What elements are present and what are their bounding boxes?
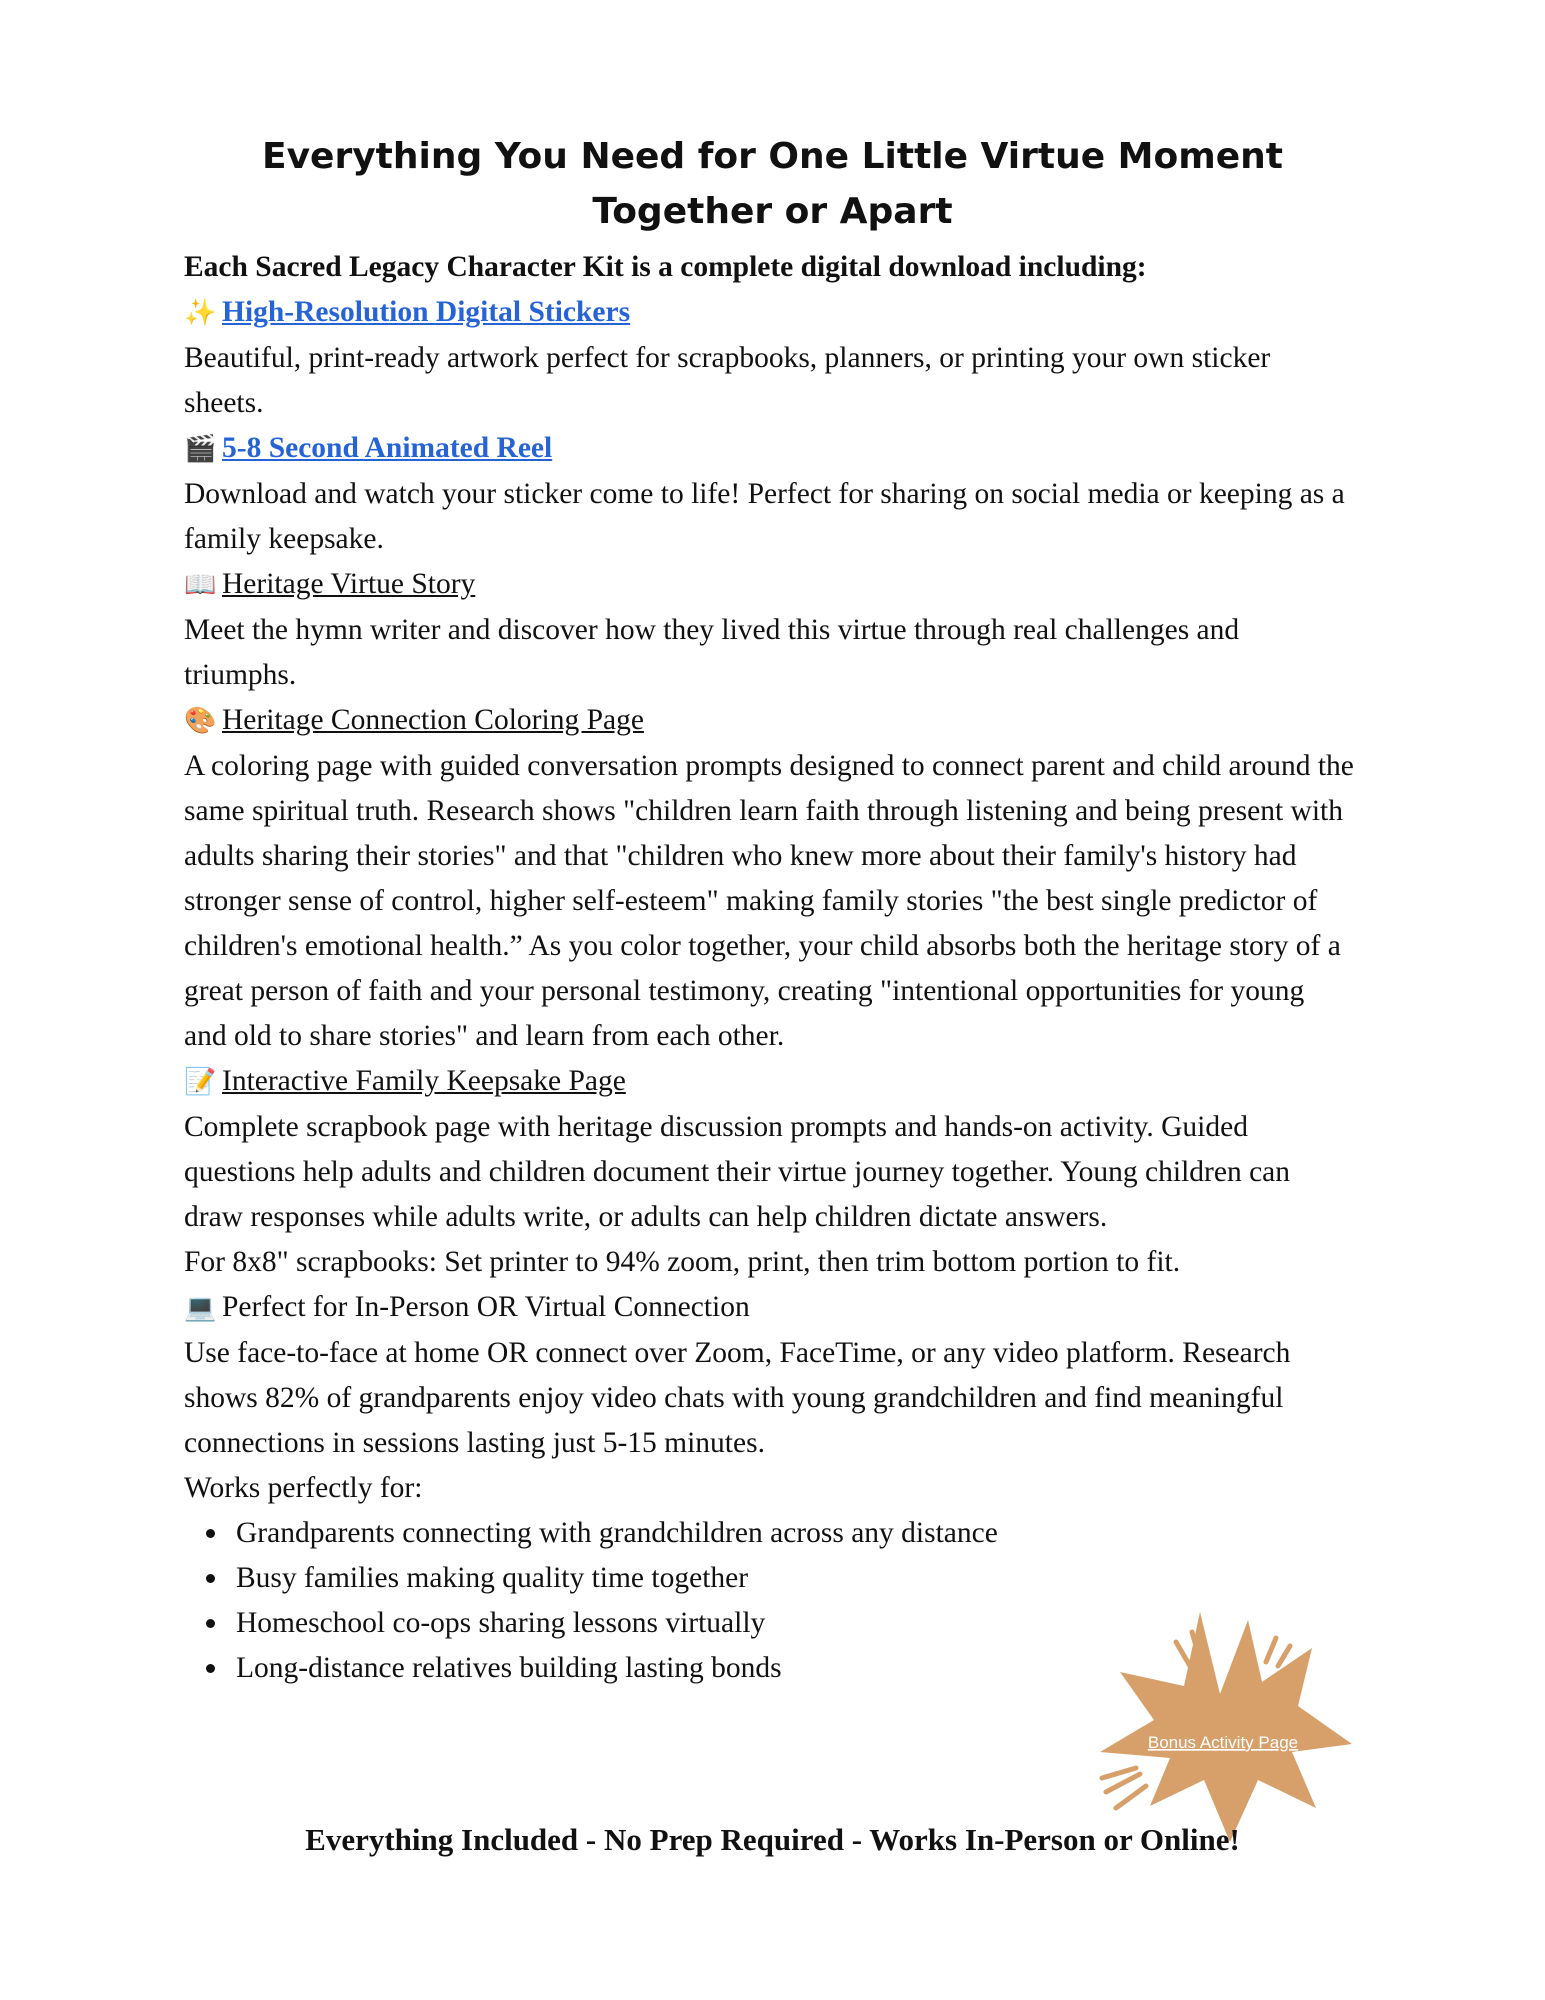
bonus-activity-badge[interactable] xyxy=(1080,1602,1360,1842)
list-item: Long-distance relatives building lasting bonds xyxy=(236,1646,1354,1691)
heading-heritage-virtue-story: Heritage Virtue Story xyxy=(222,568,476,600)
list-item: Busy families making quality time together xyxy=(236,1556,1354,1601)
page-title-line-2: Together or Apart xyxy=(592,191,953,232)
footer-tagline: Everything Included - No Prep Required - Works In-Person or Online! xyxy=(305,1822,1240,1857)
section-heading-connection xyxy=(184,1285,1354,1331)
open-book-icon: 📖 xyxy=(184,570,217,600)
heading-keepsake-page: Interactive Family Keepsake Page xyxy=(222,1065,626,1097)
section-body-connection: Use face-to-face at home OR connect over Zoom, FaceTime, or any video platform. Research shows 82% of grandparents enjoy video chats with young grandchildren and find meaningful connections in sessions lasting just 5-15 minutes. xyxy=(184,1337,1291,1459)
clapper-board-icon: 🎬 xyxy=(184,434,217,464)
starburst-shape xyxy=(1100,1612,1352,1842)
laptop-icon: 💻 xyxy=(184,1293,217,1323)
bonus-activity-link[interactable]: Bonus Activity Page xyxy=(1147,1733,1299,1752)
link-high-resolution-stickers[interactable]: High-Resolution Digital Stickers xyxy=(222,296,631,328)
list-item: Grandparents connecting with grandchildren across any distance xyxy=(236,1511,1354,1556)
intro-text: Each Sacred Legacy Character Kit is a complete digital download including: xyxy=(184,251,1147,283)
section-body-reel: Download and watch your sticker come to life! Perfect for sharing on social media or keeping as a family keepsake. xyxy=(184,478,1345,555)
link-animated-reel[interactable]: 5-8 Second Animated Reel xyxy=(222,432,553,464)
page-title-line-1: Everything You Need for One Little Virtue Moment xyxy=(261,136,1283,177)
heading-coloring-page: Heritage Connection Coloring Page xyxy=(222,704,644,736)
scrapbook-print-note: For 8x8" scrapbooks: Set printer to 94% zoom, print, then trim bottom portion to fit. xyxy=(184,1246,1181,1278)
memo-icon: 📝 xyxy=(184,1067,217,1097)
section-body-keepsake: Complete scrapbook page with heritage discussion prompts and hands-on activity. Guided questions help adults and children document their virtue journey together. Young children can draw responses while adults write, or adults can help children dictate answers. xyxy=(184,1111,1291,1233)
section-heading-story xyxy=(184,562,1354,608)
section-heading-reel xyxy=(184,426,1354,472)
section-body-story: Meet the hymn writer and discover how they lived this virtue through real challenges and triumphs. xyxy=(184,614,1240,691)
heading-virtual-connection: Perfect for In-Person OR Virtual Connection xyxy=(222,1291,750,1323)
section-body-stickers: Beautiful, print-ready artwork perfect for scrapbooks, planners, or printing your own sticker sheets. xyxy=(184,342,1271,419)
section-body-coloring: A coloring page with guided conversation prompts designed to connect parent and child around the same spiritual truth. Research shows "children learn faith through listening and being present with adults sharing their stories" and that "children who knew more about their family's history had stronger sense of control, higher self-esteem" making family stories "the best single predictor of children's emotional health.” As you color together, your child absorbs both the heritage story of a great person of faith and your personal testimony, creating "intentional opportunities for young and old to share stories" and learn from each other. xyxy=(184,750,1354,1052)
section-heading-coloring xyxy=(184,698,1354,744)
section-heading-keepsake xyxy=(184,1059,1354,1105)
sparkles-icon: ✨ xyxy=(184,298,217,328)
artist-palette-icon: 🎨 xyxy=(184,706,217,736)
main-content xyxy=(184,245,1354,1691)
section-heading-stickers xyxy=(184,290,1354,336)
list-item: Homeschool co-ops sharing lessons virtually xyxy=(236,1601,1354,1646)
works-for-label: Works perfectly for: xyxy=(184,1472,423,1504)
